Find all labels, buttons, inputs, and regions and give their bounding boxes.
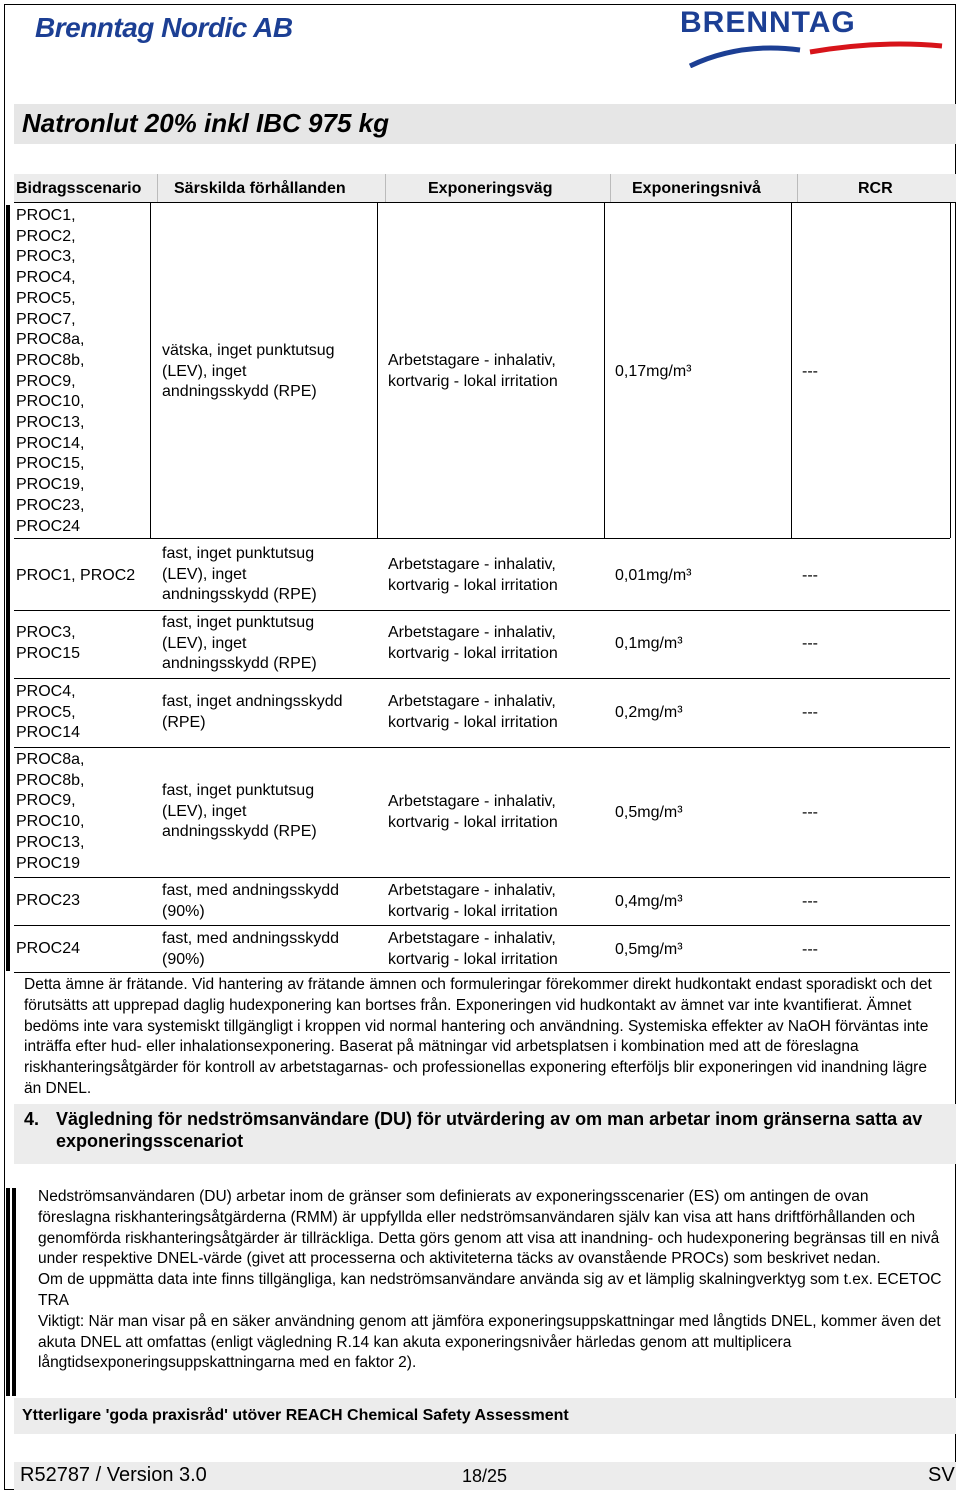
section-title: Vägledning för nedströmsanvändare (DU) för utvärdering av om man arbetar inom gränserna satta av exponeringsscenariot xyxy=(56,1109,923,1151)
table-cell-scenario: PROC23 xyxy=(16,892,81,909)
brand-logo-arcs-icon xyxy=(680,40,950,68)
table-cell-condition: fast, med andningsskydd (90%) xyxy=(162,882,339,920)
table-cell-rcr: --- xyxy=(802,941,818,958)
left-margin-bar xyxy=(6,205,10,971)
table-cell-route: Arbetstagare - inhalativ, kortvarig - lokal irritation xyxy=(388,930,558,968)
footer-doc-id: R52787 / Version 3.0 xyxy=(20,1464,207,1486)
left-margin-bar xyxy=(12,1188,16,1396)
table-cell-condition: fast, inget punktutsug (LEV), inget andningsskydd (RPE) xyxy=(162,782,317,841)
section-4-body xyxy=(38,1187,943,1374)
company-name: Brenntag Nordic AB xyxy=(35,12,293,43)
table-cell-level: 0,17mg/m³ xyxy=(615,363,692,380)
table-cell-condition: fast, inget punktutsug (LEV), inget andningsskydd (RPE) xyxy=(162,545,317,604)
table-cell-condition: fast, med andningsskydd (90%) xyxy=(162,930,339,968)
table-gridline xyxy=(950,202,951,538)
table-row-divider xyxy=(14,877,950,878)
extra-heading: Ytterligare 'goda praxisråd' utöver REACH Chemical Safety Assessment xyxy=(22,1407,569,1424)
table-row-divider xyxy=(14,610,950,611)
header-divider xyxy=(157,174,158,202)
table-cell-level: 0,4mg/m³ xyxy=(615,893,683,910)
paragraph: Nedströmsanvändaren (DU) arbetar inom de gränser som definierats av exponeringsscenarier (ES) om antingen de ovan föreslagna riskhanteringsåtgärderna (RMM) är uppfyllda eller nedströmsanvändaren själv kan visa att hans driftförhållanden och genomförda riskhanteringsåtgärder är tillräckliga. Detta görs genom att visa att inandning- och hudexponering begränsas till en nivå under respektive DNEL-värde (givet att processerna och aktiviteterna täcks av ovanstående PROCs) som beskrivet nedan. xyxy=(38,1188,940,1268)
table-row-divider xyxy=(14,747,950,748)
table-gridline xyxy=(150,202,151,538)
table-row-divider xyxy=(14,972,950,973)
table-cell-level: 0,2mg/m³ xyxy=(615,704,683,721)
table-cell-scenario: PROC1, PROC2 xyxy=(16,567,136,584)
table-cell-rcr: --- xyxy=(802,804,818,821)
table-cell-route: Arbetstagare - inhalativ, kortvarig - lokal irritation xyxy=(388,352,558,390)
table-cell-scenario: PROC1, PROC2, PROC3, PROC4, PROC5, PROC7, PROC8a, PROC8b, PROC9, PROC10, PROC13, PROC14, PROC15, PROC19, PROC23, PROC24 xyxy=(16,207,85,535)
brand-logo: BRENNTAG xyxy=(680,6,856,39)
table-cell-route: Arbetstagare - inhalativ, kortvarig - lokal irritation xyxy=(388,556,558,594)
document-title: Natronlut 20% inkl IBC 975 kg xyxy=(22,108,389,138)
table-gridline xyxy=(377,202,378,538)
table-cell-level: 0,5mg/m³ xyxy=(615,941,683,958)
col-header-route: Exponeringsväg xyxy=(428,180,553,197)
table-cell-level: 0,1mg/m³ xyxy=(615,635,683,652)
table-cell-condition: vätska, inget punktutsug (LEV), inget andningsskydd (RPE) xyxy=(162,342,335,401)
table-cell-scenario: PROC4, PROC5, PROC14 xyxy=(16,683,81,742)
table-cell-scenario: PROC3, PROC15 xyxy=(16,624,81,662)
table-row-divider xyxy=(14,678,950,679)
section-number: 4. xyxy=(24,1109,40,1129)
paragraph: Om de uppmätta data inte finns tillgängliga, kan nedströmsanvändare använda sig av et lämplig skalningverktyg som t.ex. ECETOC TRA xyxy=(38,1271,942,1309)
footer-page-number: 18/25 xyxy=(462,1466,508,1486)
table-cell-rcr: --- xyxy=(802,635,818,652)
table-cell-level: 0,5mg/m³ xyxy=(615,804,683,821)
table-gridline xyxy=(791,202,792,538)
table-cell-route: Arbetstagare - inhalativ, kortvarig - lokal irritation xyxy=(388,693,558,731)
table-row-divider xyxy=(14,538,950,539)
col-header-rcr: RCR xyxy=(858,180,893,197)
table-cell-scenario: PROC24 xyxy=(16,940,81,957)
table-cell-rcr: --- xyxy=(802,567,818,584)
header-divider xyxy=(385,174,386,202)
table-cell-condition: fast, inget punktutsug (LEV), inget andningsskydd (RPE) xyxy=(162,614,317,673)
col-header-scenario: Bidragsscenario xyxy=(16,180,142,197)
table-cell-rcr: --- xyxy=(802,893,818,910)
table-cell-scenario: PROC8a, PROC8b, PROC9, PROC10, PROC13, PROC19 xyxy=(16,751,85,872)
left-margin-bar xyxy=(6,1188,10,1396)
footer-language: SV xyxy=(928,1464,955,1486)
table-cell-route: Arbetstagare - inhalativ, kortvarig - lokal irritation xyxy=(388,793,558,831)
header-divider xyxy=(610,174,611,202)
col-header-conditions: Särskilda förhållanden xyxy=(174,180,346,197)
table-row-divider xyxy=(14,925,950,926)
table-cell-route: Arbetstagare - inhalativ, kortvarig - lokal irritation xyxy=(388,624,558,662)
page-header xyxy=(0,0,960,72)
table-gridline xyxy=(604,202,605,538)
table-cell-route: Arbetstagare - inhalativ, kortvarig - lokal irritation xyxy=(388,882,558,920)
table-cell-condition: fast, inget andningsskydd (RPE) xyxy=(162,693,343,731)
table-cell-level: 0,01mg/m³ xyxy=(615,567,692,584)
paragraph: Viktigt: När man visar på en säker användning genom att jämföra exponeringsuppskattningar med långtids DNEL, kommer även det akuta DNEL att omfattas (enligt vägledning R.14 kan akuta exponeringsnivåer härledas genom att multiplicera långtidsexponeringsuppskattningarna med en faktor 2). xyxy=(38,1312,941,1372)
table-cell-rcr: --- xyxy=(802,704,818,721)
table-cell-rcr: --- xyxy=(802,363,818,380)
skin-exposure-note: Detta ämne är frätande. Vid hantering av frätande ämnen och formuleringar förekommer direkt hudkontakt endast sporadiskt och det förutsätts att upprepad daglig hudexponering kan bortses från. Exponeringen vid hudkontakt av ämnet var inte kvantifierat. Ämnet bedöms inte vara systemiskt tillgängligt i kroppen vid normal hantering och användning. Systemiska effekter av NaOH förväntas inte inträffa efter hud- eller inhalationsexponering. Baserat på mätningar vid arbetsplatsen i kombination med att de föreslagna riskhanteringsåtgärder för kontroll av arbetstagarnas- och professionellas exponering efterföljs blir exponeringen vid inandning lägre än DNEL. xyxy=(24,976,932,1097)
header-divider xyxy=(797,174,798,202)
col-header-level: Exponeringsnivå xyxy=(632,180,761,197)
